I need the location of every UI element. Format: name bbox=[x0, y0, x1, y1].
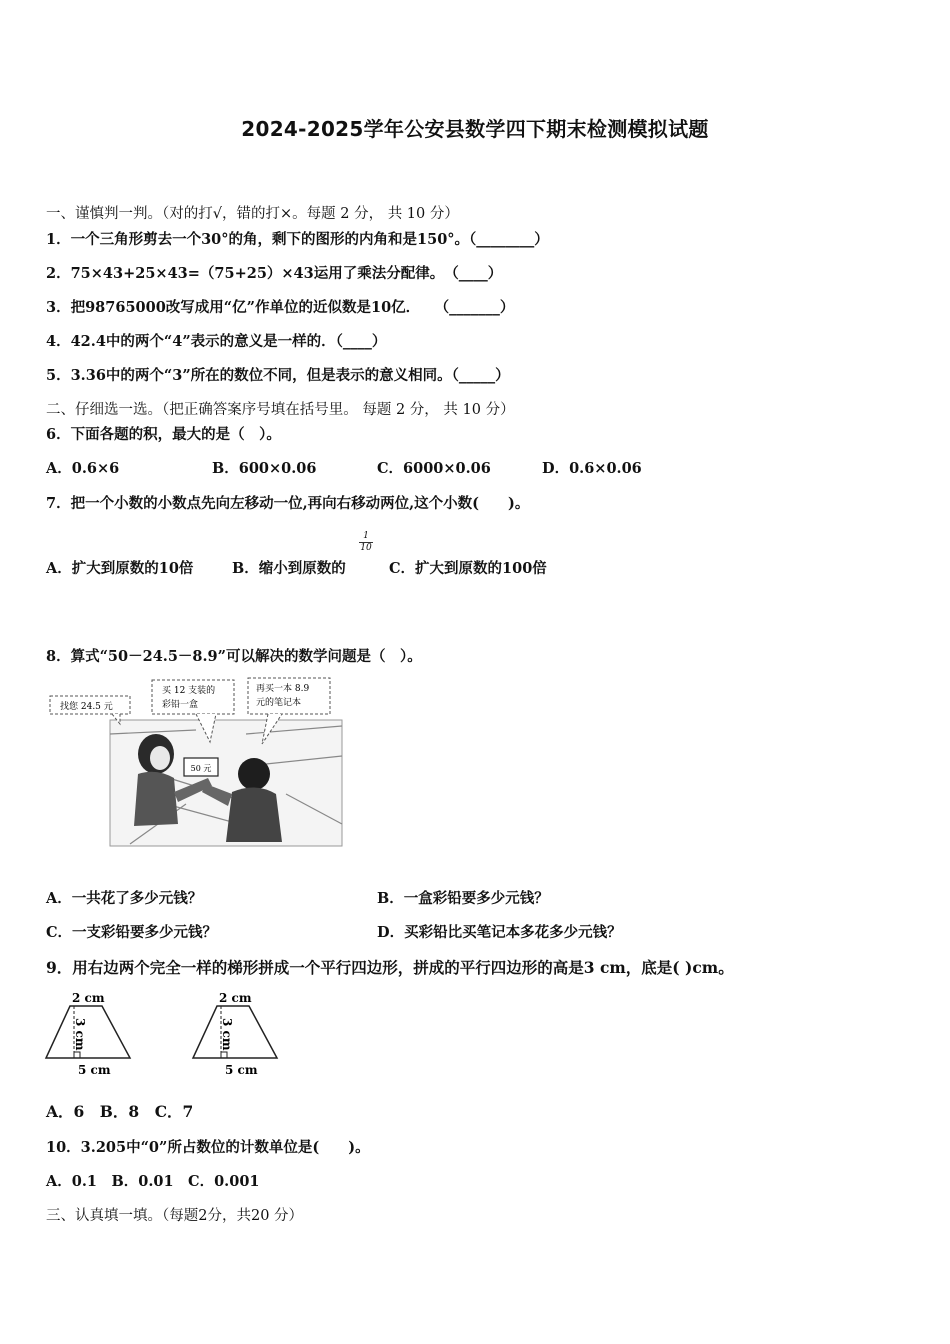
trapezoid-figure-1 bbox=[44, 988, 140, 1080]
fraction-denominator: 10 bbox=[360, 543, 372, 553]
bubble-notebook-line2: 元的笔记本 bbox=[256, 698, 302, 708]
page-title: 2024-2025学年公安县数学四下期末检测模拟试题 bbox=[241, 117, 709, 141]
trapezoid1-height-label: 3 cm bbox=[73, 1018, 87, 1051]
section2-heading: 二、仔细选一选。（把正确答案序号填在括号里。 每题 2 分， 共 10 分） bbox=[46, 402, 515, 418]
question-8: 8．算式“50－24.5－8.9”可以解决的数学问题是（ ）。 bbox=[46, 648, 422, 665]
bubble-pencils-line1: 买 12 支装的 bbox=[162, 686, 216, 696]
question-2: 2．75×43+25×43=（75+25）×43运用了乘法分配律。 （____） bbox=[46, 265, 503, 282]
q10-options: A．0.1 B．0.01 C．0.001 bbox=[46, 1173, 260, 1190]
money-sign-label: 50 元 bbox=[190, 764, 212, 773]
q7-option-a: A．扩大到原数的10倍 bbox=[46, 560, 194, 577]
question-7: 7．把一个小数的小数点先向左移动一位,再向右移动两位,这个小数( )。 bbox=[46, 495, 530, 512]
q7-option-c: C．扩大到原数的100倍 bbox=[389, 560, 547, 577]
trapezoid2-bottom-label: 5 cm bbox=[225, 1063, 258, 1077]
q6-option-c: C．6000×0.06 bbox=[377, 460, 491, 477]
q6-option-d: D．0.6×0.06 bbox=[542, 460, 642, 477]
fraction-numerator: 1 bbox=[359, 531, 373, 543]
question-5: 5．3.36中的两个“3”所在的数位不同，但是表示的意义相同。（_____） bbox=[46, 367, 510, 384]
q8-option-c: C．一支彩铅要多少元钱？ bbox=[46, 924, 218, 941]
trapezoid1-bottom-label: 5 cm bbox=[78, 1063, 111, 1077]
trapezoid2-top-label: 2 cm bbox=[219, 991, 252, 1005]
bubble-pencils-line2: 彩铅一盒 bbox=[162, 700, 199, 710]
section1-heading: 一、谨慎判一判。（对的打√，错的打×。每题 2 分， 共 10 分） bbox=[46, 206, 459, 222]
bubble-change: 找您 24.5 元 bbox=[60, 702, 113, 712]
q6-option-a: A．0.6×6 bbox=[46, 460, 120, 477]
trapezoid1-top-label: 2 cm bbox=[72, 991, 105, 1005]
q8-option-d: D．买彩铅比买笔记本多花多少元钱？ bbox=[377, 924, 622, 941]
question-9: 9．用右边两个完全一样的梯形拼成一个平行四边形，拼成的平行四边形的高是3 cm，底是( )cm。 bbox=[46, 958, 734, 977]
question-3: 3．把98765000改写成用“亿”作单位的近似数是10亿． （_______） bbox=[46, 299, 515, 316]
shopping-illustration bbox=[46, 674, 346, 850]
q9-options: A．6 B．8 C．7 bbox=[46, 1102, 194, 1121]
bubble-notebook-line1: 再买一本 8.9 bbox=[256, 684, 310, 694]
trapezoid2-height-label: 3 cm bbox=[220, 1018, 234, 1051]
question-10: 10．3.205中“0”所占数位的计数单位是( )。 bbox=[46, 1139, 370, 1156]
question-4: 4．42.4中的两个“4”表示的意义是一样的．（____） bbox=[46, 333, 387, 350]
trapezoid-figure-2 bbox=[191, 988, 287, 1080]
q8-option-b: B．一盒彩铅要多少元钱？ bbox=[377, 890, 549, 907]
q8-option-a: A．一共花了多少元钱？ bbox=[46, 890, 203, 907]
question-6: 6．下面各题的积，最大的是（ ）。 bbox=[46, 426, 281, 443]
q7-fraction bbox=[359, 531, 373, 554]
q6-option-b: B．600×0.06 bbox=[212, 460, 317, 477]
q7-option-b: B．缩小到原数的 bbox=[232, 560, 346, 577]
question-1: 1．一个三角形剪去一个30°的角，剩下的图形的内角和是150°。（________） bbox=[46, 231, 549, 248]
section3-heading: 三、认真填一填。（每题2分，共20 分） bbox=[46, 1208, 304, 1224]
